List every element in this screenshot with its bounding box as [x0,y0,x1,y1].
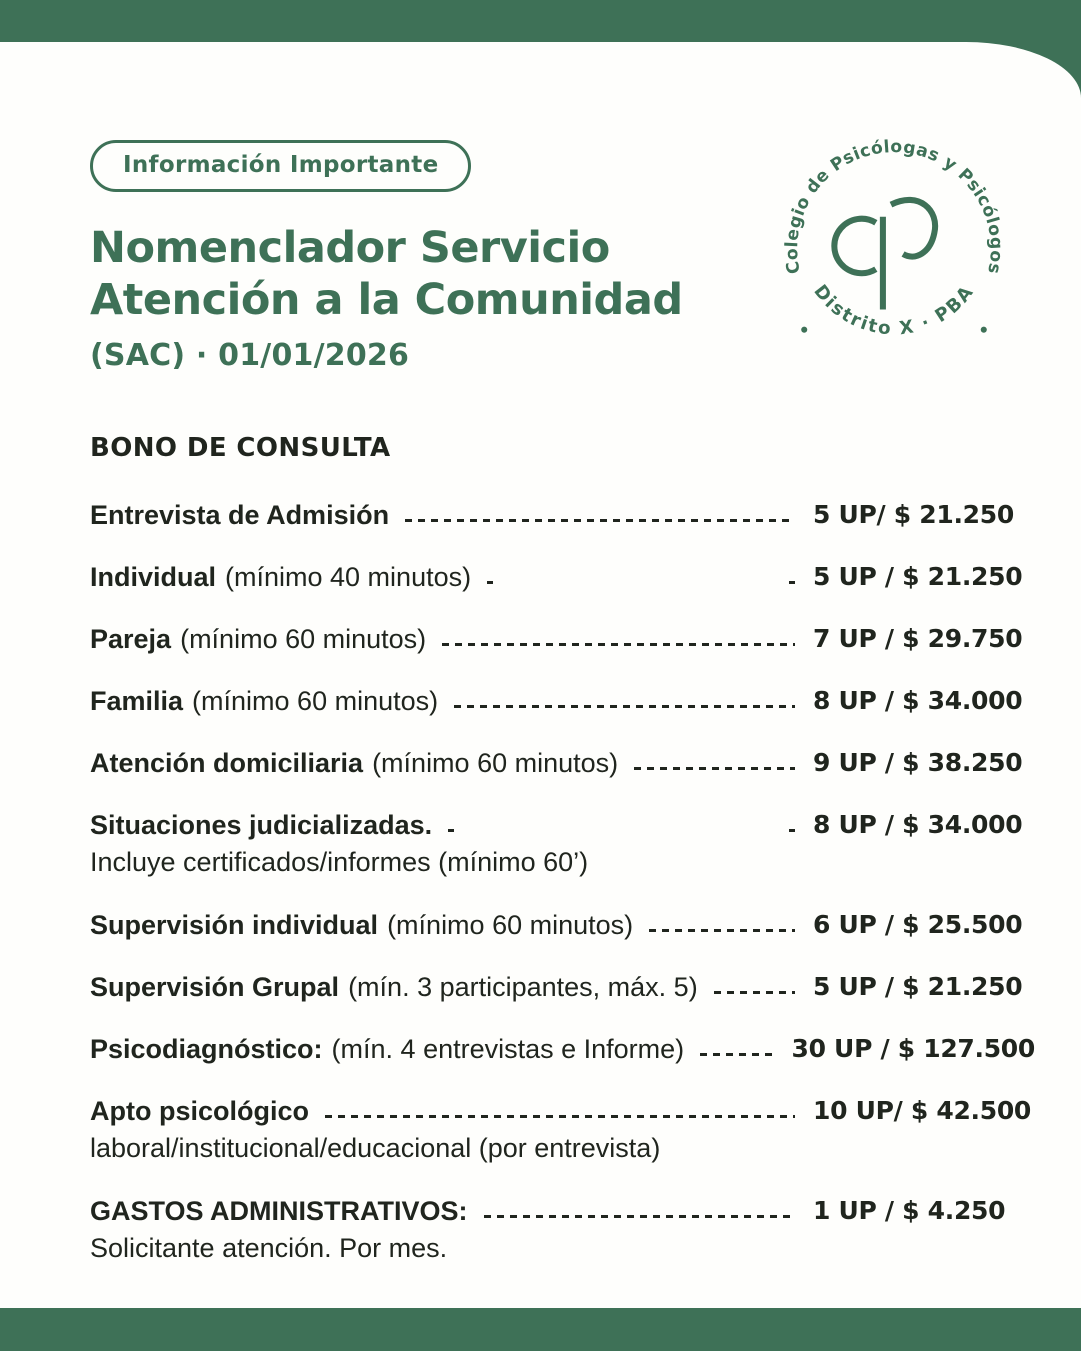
price-row [90,1033,1035,1065]
service-label [90,809,432,841]
service-name: Pareja [90,624,172,654]
logo-arc-bottom-text: Distrito X · PBA [809,281,979,340]
price-value: 10 UP/ $ 42.500 [813,1096,1032,1125]
price-value: 6 UP / $ 25.500 [813,910,1023,939]
section-heading: BONO DE CONSULTA [90,433,391,463]
price-row-line [90,623,1035,655]
service-detail: (mínimo 60 minutos) [180,624,427,654]
service-label [90,971,698,1003]
content-panel [0,42,1081,1308]
price-row-line [90,747,1035,779]
price-value: 8 UP / $ 34.000 [813,810,1023,839]
service-name: Entrevista de Admisión [90,500,390,530]
psi-glyph-icon [834,200,935,310]
service-label [90,909,633,941]
service-name: Familia [90,686,184,716]
service-name: Individual [90,562,217,592]
price-value: 1 UP / $ 4.250 [813,1196,1006,1225]
price-row-line [90,685,1035,717]
service-label [90,561,471,593]
price-row-line [90,971,1035,1003]
price-row-line [90,1095,1035,1127]
service-label [90,623,426,655]
price-value: 8 UP / $ 34.000 [813,686,1023,715]
service-note: Solicitante atención. Por mes. [90,1233,448,1263]
dotted-leader [448,829,795,832]
price-row [90,561,1035,593]
service-detail: (mínimo 60 minutos) [372,748,619,778]
price-row-line [90,809,1035,841]
price-row [90,685,1035,717]
service-detail: (mín. 4 entrevistas e Informe) [331,1034,685,1064]
dotted-leader [442,643,795,646]
service-label [90,747,618,779]
price-value: 5 UP/ $ 21.250 [813,500,1014,529]
page-title-line2: Atención a la Comunidad [90,275,683,325]
service-name: Apto psicológico [90,1096,309,1126]
dotted-leader [484,1215,795,1218]
logo-right-dot [981,327,987,333]
price-list [90,499,1035,1265]
dotted-leader [405,519,795,522]
service-name: Supervisión Grupal [90,972,340,1002]
dotted-leader [649,929,795,932]
svg-text:Distrito X · PBA [809,281,978,340]
org-logo [778,134,1010,366]
price-row-line [90,561,1035,593]
service-name: Atención domiciliaria [90,748,364,778]
price-value: 7 UP / $ 29.750 [813,624,1023,653]
dotted-leader [454,705,795,708]
price-row [90,909,1035,941]
price-row [90,1095,1035,1165]
page-title [90,222,790,326]
service-label [90,1095,309,1127]
dotted-leader [700,1053,773,1056]
service-label [90,685,438,717]
service-name: Supervisión individual [90,910,379,940]
service-note: laboral/institucional/educacional (por entrevista) [90,1133,661,1163]
price-value: 30 UP / $ 127.500 [791,1034,1035,1063]
page-title-line1: Nomenclador Servicio [90,223,610,273]
page-subtitle: (SAC) · 01/01/2026 [90,338,410,373]
service-detail: (mínimo 60 minutos) [192,686,439,716]
price-row [90,1195,1035,1265]
service-note: Incluye certificados/informes (mínimo 60’) [90,847,589,877]
dotted-leader [325,1115,795,1118]
service-detail: (mínimo 40 minutos) [225,562,472,592]
dotted-leader [634,767,795,770]
dotted-leader [714,991,795,994]
price-row [90,623,1035,655]
price-row [90,747,1035,779]
service-detail: (mínimo 60 minutos) [387,910,634,940]
service-detail: (mín. 3 participantes, máx. 5) [348,972,698,1002]
info-badge: Información Importante [90,140,471,192]
price-value: 5 UP / $ 21.250 [813,562,1023,591]
logo-arc-top-text: Colegio de Psicólogas y Psicólogos [781,137,1007,276]
price-row-line [90,1195,1035,1227]
price-row-line [90,499,1035,531]
service-name: Situaciones judicializadas. [90,810,433,840]
service-label [90,1033,684,1065]
service-label [90,1195,468,1227]
price-row [90,809,1035,879]
service-name: Psicodiagnóstico: [90,1034,323,1064]
price-value: 9 UP / $ 38.250 [813,748,1023,777]
price-row-line [90,909,1035,941]
logo-left-dot [801,327,807,333]
service-name: GASTOS ADMINISTRATIVOS: [90,1196,468,1226]
service-label [90,499,389,531]
price-row [90,499,1035,531]
price-value: 5 UP / $ 21.250 [813,972,1023,1001]
price-row-line [90,1033,1035,1065]
price-row [90,971,1035,1003]
dotted-leader [487,581,795,584]
